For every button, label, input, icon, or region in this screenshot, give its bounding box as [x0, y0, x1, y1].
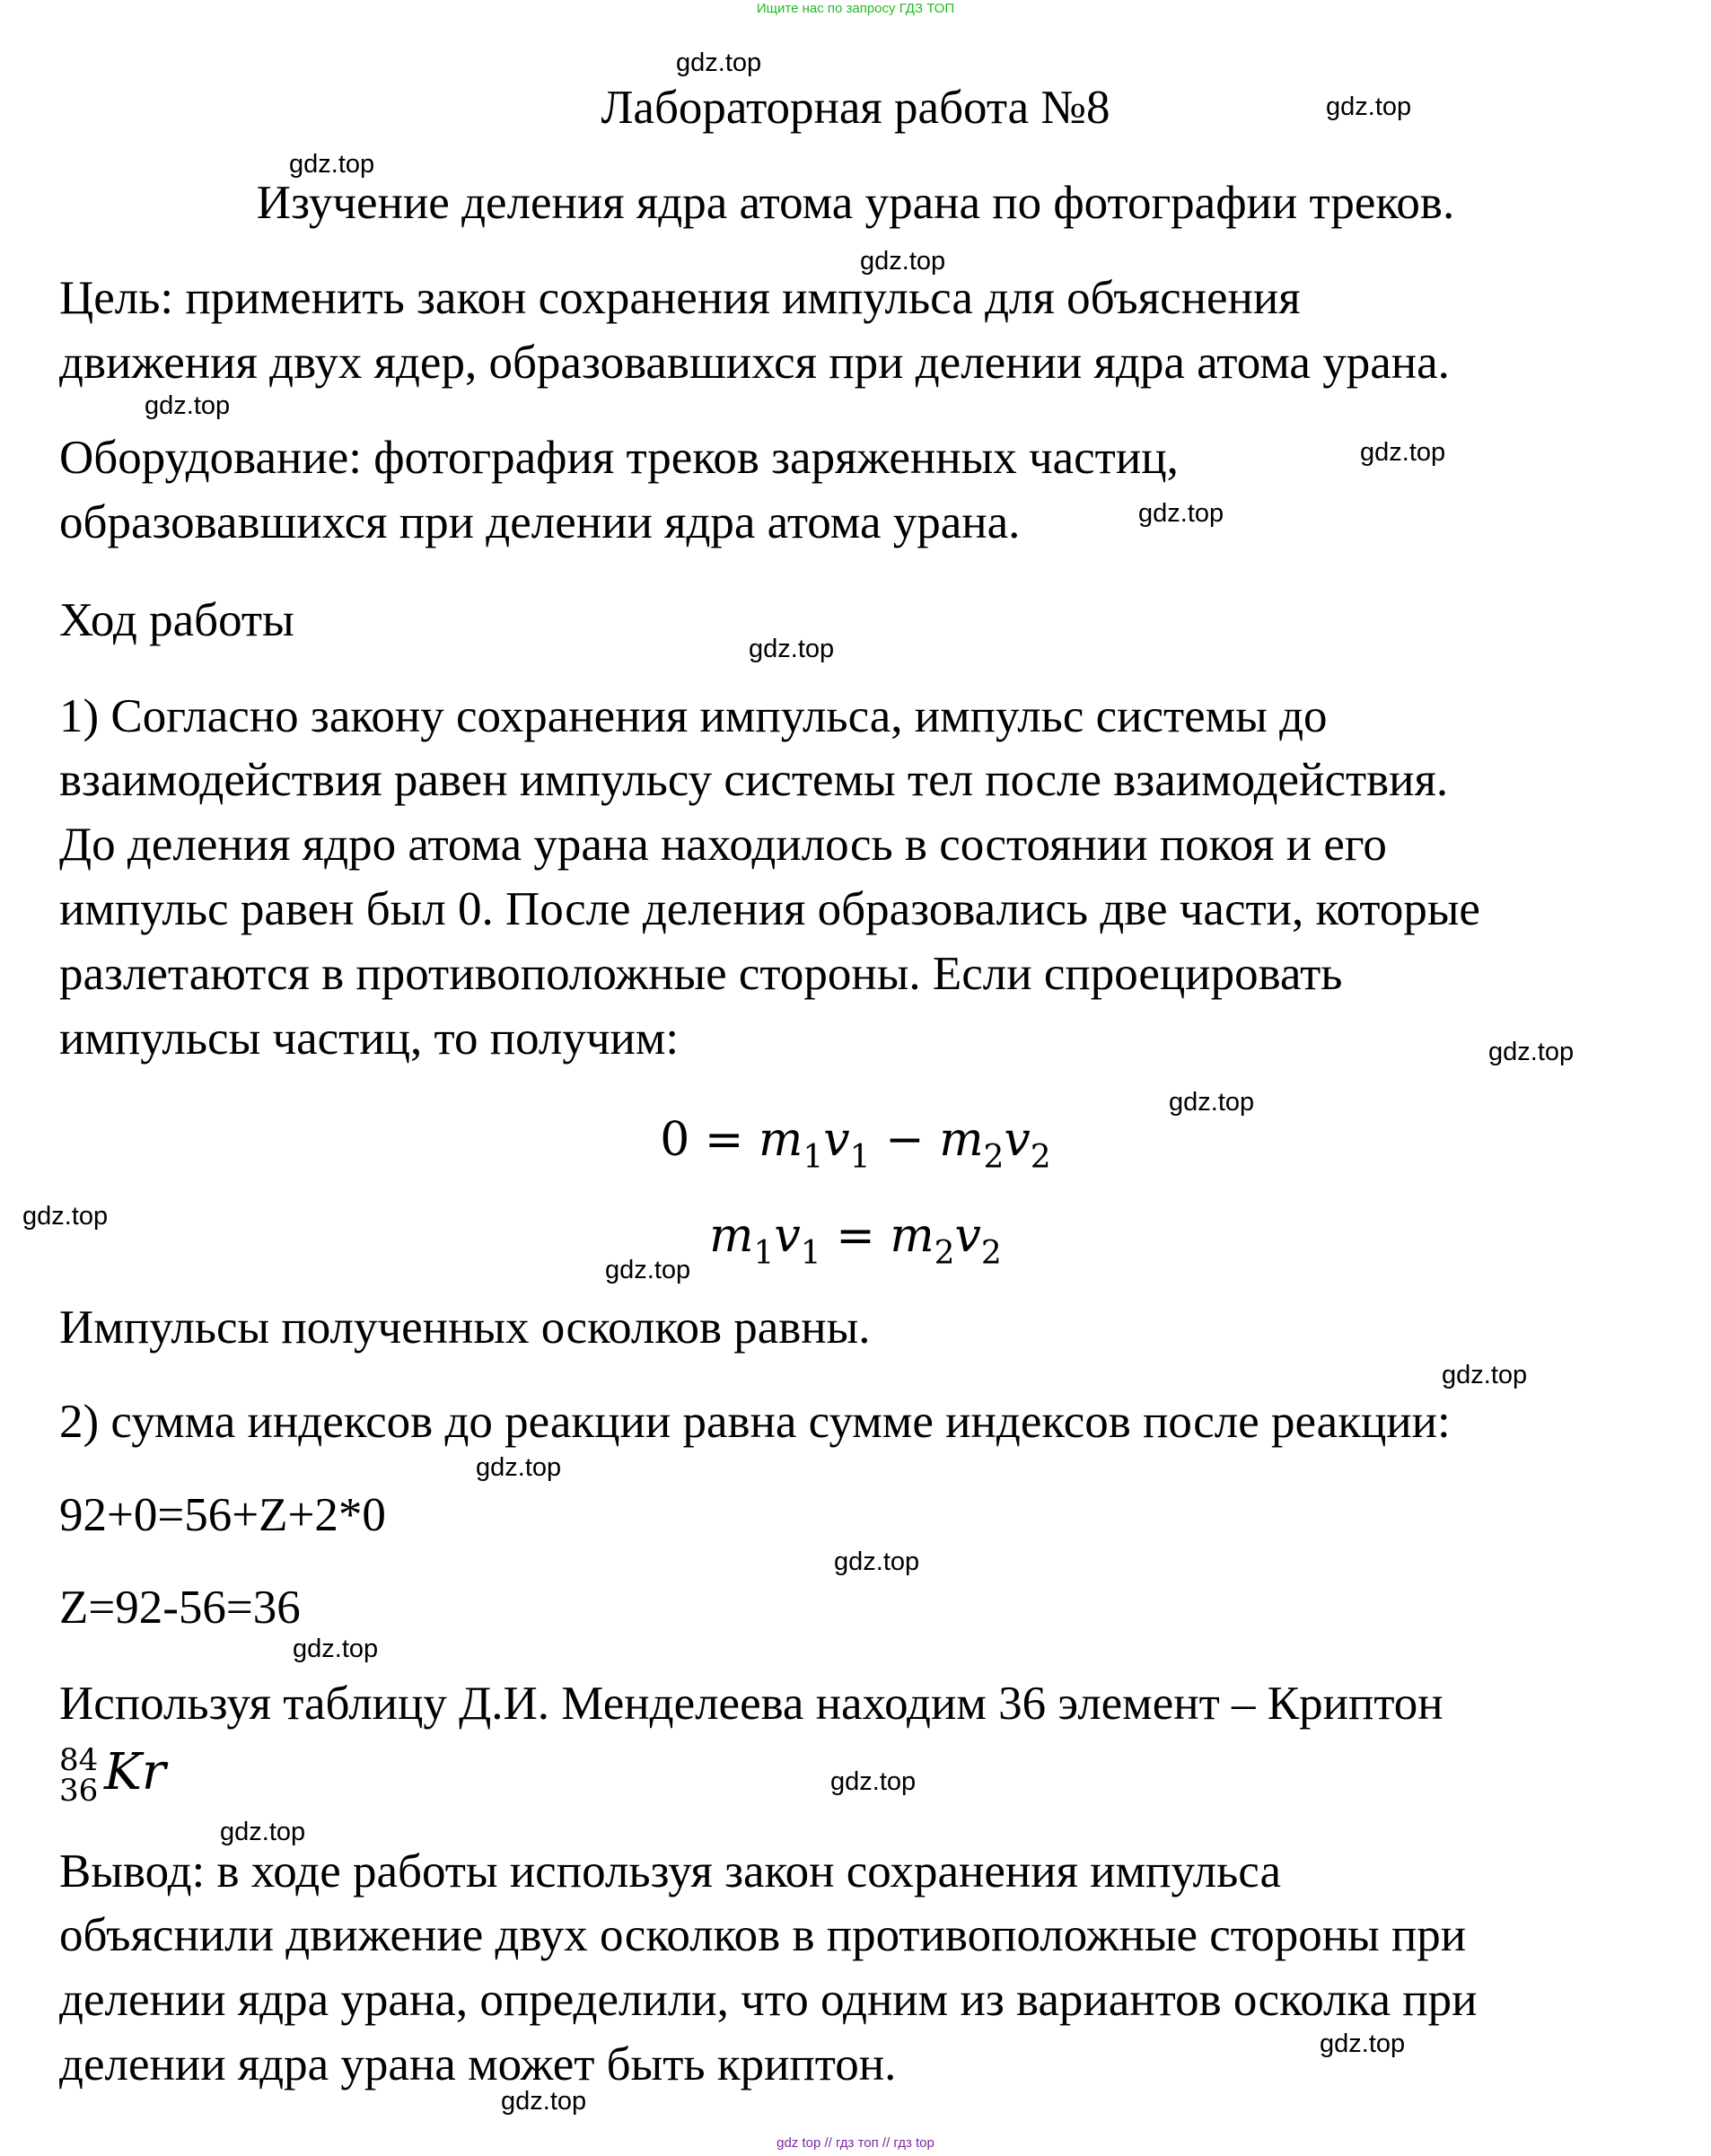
formula-term: v — [1004, 1113, 1031, 1167]
watermark: gdz.top — [749, 635, 835, 663]
mendeleev-line: Используя таблицу Д.И. Менделеева находим 36 элемент – Криптон — [59, 1678, 1443, 1730]
watermark: gdz.top — [1360, 438, 1446, 467]
step1-conclusion: Импульсы полученных осколков равны. — [59, 1301, 871, 1354]
formula-term: 0 — [660, 1113, 690, 1167]
watermark: gdz.top — [22, 1202, 109, 1231]
step1-line: взаимодействия равен импульсу системы тел после взаимодействия. — [59, 754, 1449, 806]
formula-term: v — [774, 1209, 801, 1263]
formula-index: 2 — [983, 1139, 1005, 1176]
step2-text: 2) сумма индексов до реакции равна сумме индексов после реакции: — [59, 1396, 1451, 1448]
formula-index: 1 — [803, 1139, 824, 1176]
step1-line: 1) Согласно закону сохранения импульса, импульс системы до — [59, 690, 1328, 742]
procedure-heading: Ход работы — [59, 594, 294, 646]
step1-line: разлетаются в противоположные стороны. Если спроецировать — [59, 948, 1343, 1000]
watermark: gdz.top — [293, 1635, 379, 1663]
watermark: gdz.top — [1488, 1038, 1575, 1066]
step1-line: До деления ядро атома урана находилось в состоянии покоя и его — [59, 819, 1387, 871]
conclusion-line: объяснили движение двух осколков в противоположные стороны при — [59, 1909, 1467, 1961]
formula-index: 1 — [849, 1139, 871, 1176]
formula-index: 2 — [1030, 1139, 1051, 1176]
goal-line: Цель: применить закон сохранения импульса для объяснения — [59, 272, 1301, 324]
formula-term: m — [939, 1113, 984, 1167]
isotope-atomic-number: 36 — [59, 1773, 99, 1809]
equation-sum: 92+0=56+Z+2*0 — [59, 1489, 386, 1541]
watermark: gdz.top — [1326, 92, 1412, 121]
formula-term: v — [954, 1209, 981, 1263]
formula-index: 1 — [753, 1235, 775, 1272]
top-banner: Ищите нас по запросу ГДЗ ТОП — [756, 1, 955, 16]
formula-momentum-balance — [0, 1111, 1711, 1176]
equipment-line: Оборудование: фотография треков заряженных частиц, — [59, 432, 1179, 484]
watermark: gdz.top — [860, 247, 946, 276]
formula-operator: − — [885, 1113, 925, 1167]
conclusion-line: делении ядра урана, определили, что одним из вариантов осколка при — [59, 1974, 1478, 2026]
formula-index: 2 — [934, 1235, 955, 1272]
formula-index: 2 — [980, 1235, 1002, 1272]
page-title: Лабораторная работа №8 — [601, 82, 1110, 134]
watermark: gdz.top — [1442, 1361, 1528, 1389]
watermark: gdz.top — [220, 1818, 306, 1846]
watermark: gdz.top — [145, 391, 231, 420]
watermark: gdz.top — [289, 150, 375, 179]
conclusion-line: делении ядра урана может быть криптон. — [59, 2038, 897, 2090]
goal-line: движения двух ядер, образовавшихся при делении ядра атома урана. — [59, 337, 1450, 389]
footer: gdz top // гдз топ // гдз top — [777, 2135, 934, 2151]
formula-term: m — [890, 1209, 934, 1263]
watermark: gdz.top — [1138, 499, 1224, 528]
watermark: gdz.top — [676, 48, 762, 77]
formula-index: 1 — [800, 1235, 821, 1272]
formula-operator: = — [704, 1113, 744, 1167]
watermark: gdz.top — [1169, 1088, 1255, 1117]
isotope-mass-number: 84 — [59, 1742, 99, 1778]
formula-operator: = — [836, 1209, 875, 1263]
watermark: gdz.top — [830, 1767, 917, 1796]
watermark: gdz.top — [501, 2087, 587, 2116]
step1-line: импульс равен был 0. После деления образовались две части, которые — [59, 883, 1480, 935]
equipment-line: образовавшихся при делении ядра атома урана. — [59, 496, 1021, 548]
watermark: gdz.top — [476, 1453, 562, 1482]
watermark: gdz.top — [605, 1256, 691, 1284]
formula-term: v — [823, 1113, 850, 1167]
formula-term: m — [709, 1209, 754, 1263]
step1-line: импульсы частиц, то получим: — [59, 1012, 680, 1065]
isotope-numbers — [59, 1742, 99, 1809]
equation-z: Z=92-56=36 — [59, 1582, 301, 1634]
page-subtitle: Изучение деления ядра атома урана по фотографии треков. — [256, 177, 1455, 229]
conclusion-line: Вывод: в ходе работы используя закон сохранения импульса — [59, 1845, 1281, 1897]
isotope-symbol: Kr — [104, 1743, 166, 1801]
watermark: gdz.top — [1320, 2029, 1406, 2058]
watermark: gdz.top — [834, 1547, 920, 1576]
formula-term: m — [759, 1113, 803, 1167]
